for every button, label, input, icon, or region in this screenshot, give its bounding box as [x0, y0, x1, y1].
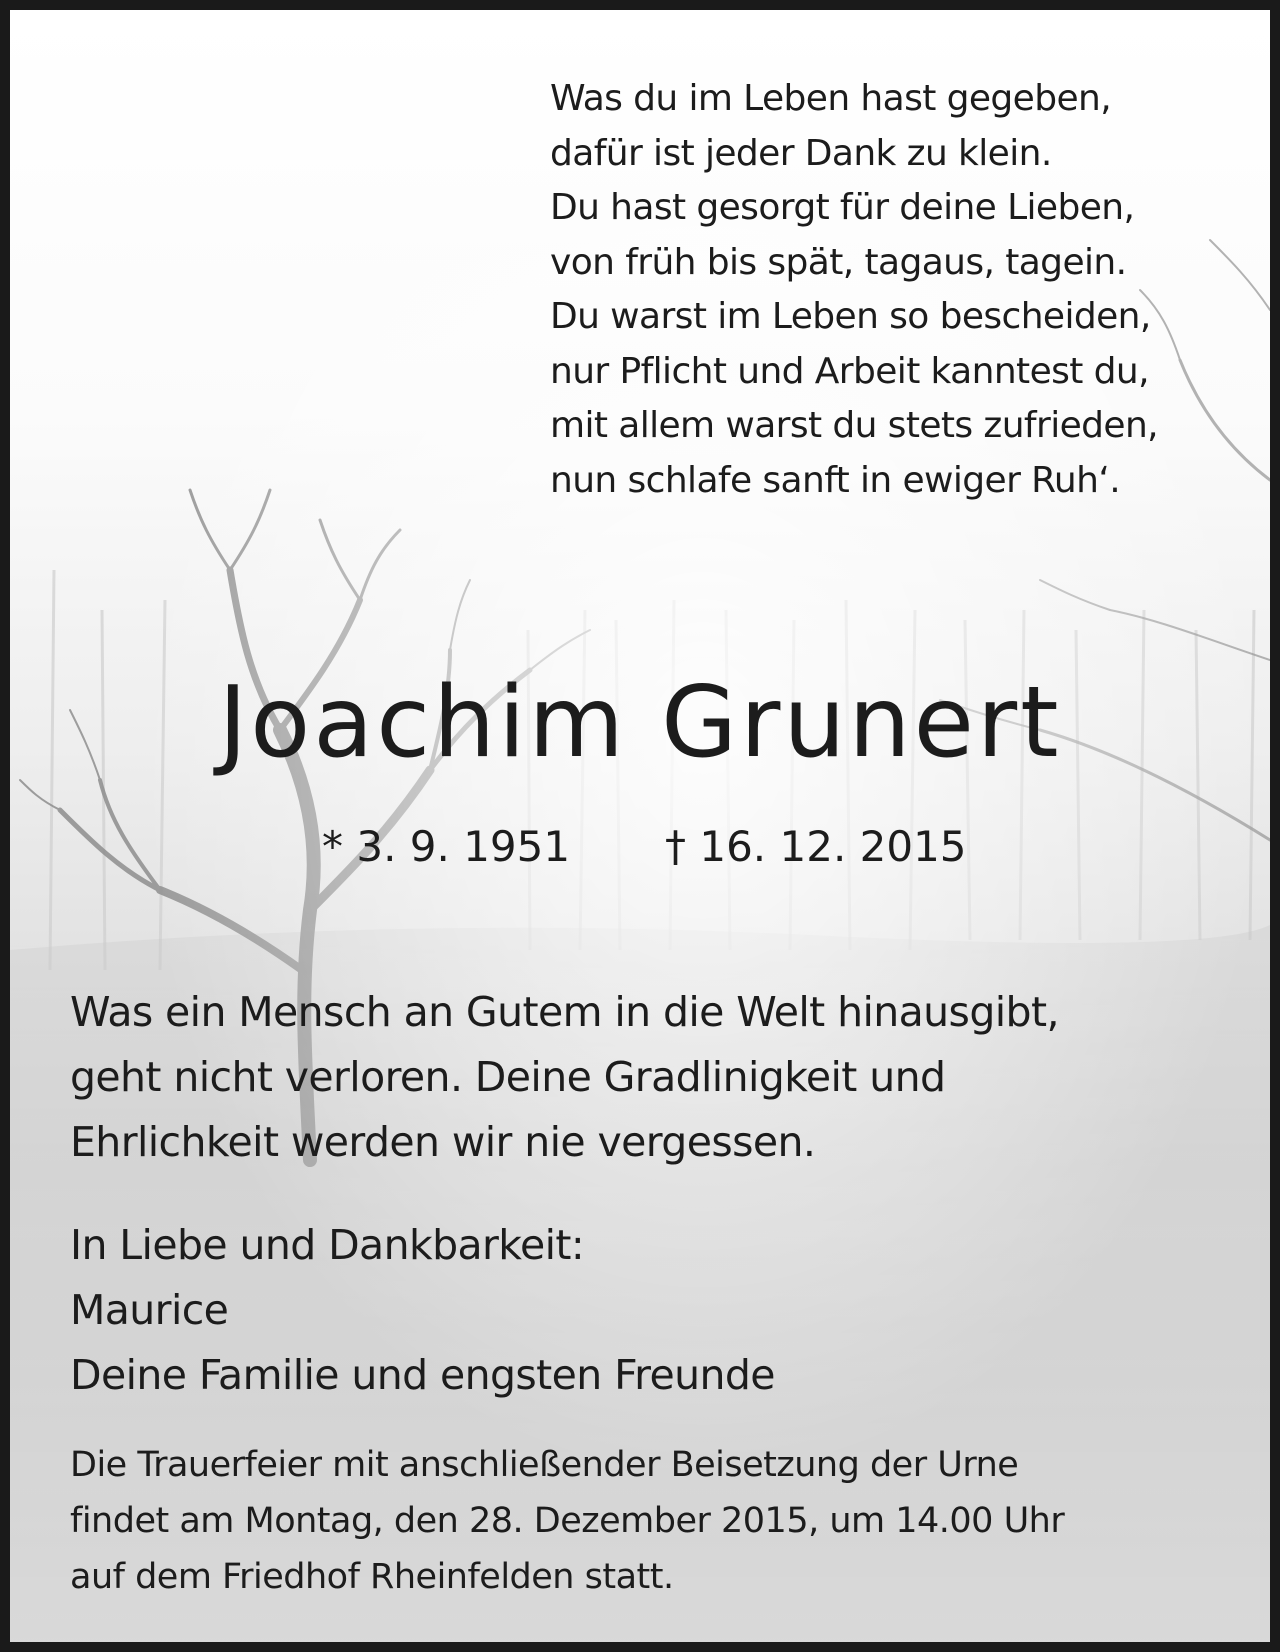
funeral-notice	[70, 1437, 1064, 1605]
birth-date: * 3. 9. 1951	[322, 822, 571, 871]
poem-line: Du hast gesorgt für deine Lieben,	[550, 187, 1135, 228]
signers-line: Maurice	[70, 1286, 229, 1334]
tribute-line: geht nicht verloren. Deine Gradlinigkeit und	[70, 1053, 946, 1101]
poem-line: nur Pflicht und Arbeit kanntest du,	[550, 350, 1149, 392]
mourners-signature	[70, 1213, 775, 1408]
poem-line: nun schlafe sanft in ewiger Ruh‘.	[550, 459, 1121, 501]
tribute-line: Ehrlichkeit werden wir nie vergessen.	[70, 1118, 816, 1166]
poem-line: dafür ist jeder Dank zu klein.	[550, 132, 1052, 174]
poem-line: Du warst im Leben so bescheiden,	[550, 296, 1151, 337]
notice-line: Die Trauerfeier mit anschließender Beisetzung der Urne	[70, 1445, 1019, 1485]
tribute-text	[70, 980, 1059, 1175]
notice-line: auf dem Friedhof Rheinfelden statt.	[70, 1557, 674, 1597]
tribute-line: Was ein Mensch an Gutem in die Welt hinausgibt,	[70, 988, 1059, 1036]
deceased-name: Joachim Grunert	[218, 666, 1062, 780]
signers-line: Deine Familie und engsten Freunde	[70, 1351, 775, 1399]
notice-line: findet am Montag, den 28. Dezember 2015, um 14.00 Uhr	[70, 1501, 1065, 1541]
signers-line: In Liebe und Dankbarkeit:	[70, 1221, 585, 1269]
poem-line: mit allem warst du stets zufrieden,	[550, 405, 1159, 446]
memorial-poem	[550, 72, 1158, 508]
poem-line: Was du im Leben hast gegeben,	[550, 78, 1112, 119]
death-date: † 16. 12. 2015	[665, 822, 967, 871]
poem-line: von früh bis spät, tagaus, tagein.	[550, 241, 1127, 283]
